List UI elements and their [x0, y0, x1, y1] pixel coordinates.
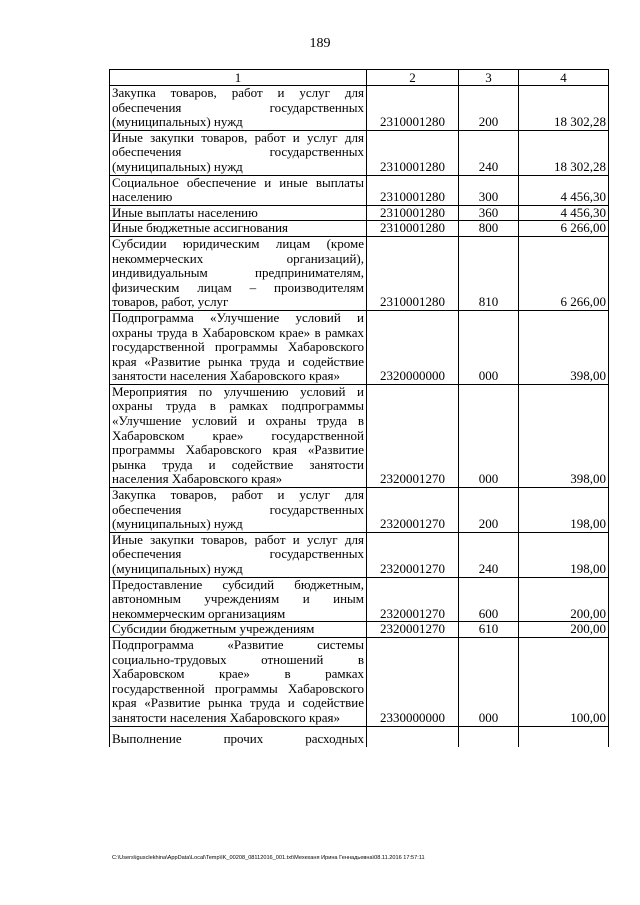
row-expense-kind: 000 [459, 310, 519, 384]
column-header-amount: 4 [519, 70, 609, 86]
row-amount: 200,00 [519, 622, 609, 638]
row-expense-kind: 000 [459, 384, 519, 487]
row-target-code: 2320001270 [367, 384, 459, 487]
row-expense-kind: 800 [459, 221, 519, 237]
row-amount: 200,00 [519, 577, 609, 622]
column-header-kind: 3 [459, 70, 519, 86]
table-row [110, 622, 609, 638]
row-target-code: 2330000000 [367, 637, 459, 726]
row-target-code: 2320001270 [367, 622, 459, 638]
row-amount: 398,00 [519, 310, 609, 384]
row-target-code: 2320000000 [367, 310, 459, 384]
row-name: Иные бюджетные ассигнования [110, 221, 367, 237]
table-row [110, 86, 609, 131]
row-expense-kind: 200 [459, 488, 519, 533]
row-expense-kind: 600 [459, 577, 519, 622]
row-name: Иные выплаты населению [110, 205, 367, 221]
row-amount: 6 266,00 [519, 236, 609, 310]
row-expense-kind: 240 [459, 130, 519, 175]
table-row-continued [110, 726, 609, 747]
row-name: Иные закупки товаров, работ и услуг для обеспечения государственных (муниципальных) нужд [110, 130, 367, 175]
row-target-code: 2310001280 [367, 86, 459, 131]
table-row [110, 205, 609, 221]
table-header-row [110, 70, 609, 86]
row-target-code: 2310001280 [367, 221, 459, 237]
row-target-code [367, 726, 459, 747]
row-expense-kind: 000 [459, 637, 519, 726]
row-expense-kind: 360 [459, 205, 519, 221]
row-name: Подпрограмма «Улучшение условий и охраны труда в Хабаровском крае» в рамках государственной программы Хабаровского края «Развитие рынка труда и содействие занятости населения Хабаровского края» [110, 310, 367, 384]
table-row [110, 221, 609, 237]
table-row [110, 130, 609, 175]
table-row [110, 488, 609, 533]
row-amount: 4 456,30 [519, 205, 609, 221]
row-name: Мероприятия по улучшению условий и охраны труда в рамках подпрограммы «Улучшение условий и охраны труда в Хабаровском крае» государственной программы Хабаровского края «Развитие рынка труда и содействие занятости населения Хабаровского края» [110, 384, 367, 487]
budget-table [109, 69, 609, 747]
row-expense-kind: 240 [459, 532, 519, 577]
row-name: Предоставление субсидий бюджетным, автономным учреждениям и иным некоммерческим организациям [110, 577, 367, 622]
row-expense-kind: 610 [459, 622, 519, 638]
row-amount: 198,00 [519, 532, 609, 577]
table-row [110, 637, 609, 726]
row-name: Выполнение прочих расходных [110, 726, 367, 747]
row-name: Субсидии юридическим лицам (кроме некоммерческих организаций), индивидуальным предпринимателям, физическим лицам – производителям товаров, работ, услуг [110, 236, 367, 310]
table-row [110, 310, 609, 384]
row-expense-kind [459, 726, 519, 747]
row-amount: 398,00 [519, 384, 609, 487]
row-name: Закупка товаров, работ и услуг для обеспечения государственных (муниципальных) нужд [110, 488, 367, 533]
row-name: Субсидии бюджетным учреждениям [110, 622, 367, 638]
row-name: Подпрограмма «Развитие системы социально-трудовых отношений в Хабаровском крае» в рамках государственной программы Хабаровского края «Развитие рынка труда и содействие занятости населения Хабаровского края» [110, 637, 367, 726]
page-number: 189 [309, 36, 331, 51]
row-name: Иные закупки товаров, работ и услуг для обеспечения государственных (муниципальных) нужд [110, 532, 367, 577]
table-row [110, 236, 609, 310]
row-expense-kind: 200 [459, 86, 519, 131]
column-header-name: 1 [110, 70, 367, 86]
row-amount: 18 302,28 [519, 86, 609, 131]
column-header-code: 2 [367, 70, 459, 86]
row-target-code: 2320001270 [367, 488, 459, 533]
row-target-code: 2310001280 [367, 175, 459, 205]
table-row [110, 577, 609, 622]
row-amount: 198,00 [519, 488, 609, 533]
table-row [110, 175, 609, 205]
row-amount: 4 456,30 [519, 175, 609, 205]
row-target-code: 2320001270 [367, 577, 459, 622]
table-row [110, 532, 609, 577]
row-amount: 18 302,28 [519, 130, 609, 175]
table-row [110, 384, 609, 487]
row-amount [519, 726, 609, 747]
row-expense-kind: 300 [459, 175, 519, 205]
row-amount: 6 266,00 [519, 221, 609, 237]
row-target-code: 2320001270 [367, 532, 459, 577]
footer-file-path: C:\Users\igusclekhina\AppData\Local\Temp\IK_00208_08112016_001.txt\Мехеханя Ирина Геннадьевна\08.11.2016 17:57:11 [112, 855, 425, 861]
row-target-code: 2310001280 [367, 236, 459, 310]
row-amount: 100,00 [519, 637, 609, 726]
row-target-code: 2310001280 [367, 205, 459, 221]
row-target-code: 2310001280 [367, 130, 459, 175]
row-expense-kind: 810 [459, 236, 519, 310]
row-name: Социальное обеспечение и иные выплаты населению [110, 175, 367, 205]
row-name: Закупка товаров, работ и услуг для обеспечения государственных (муниципальных) нужд [110, 86, 367, 131]
